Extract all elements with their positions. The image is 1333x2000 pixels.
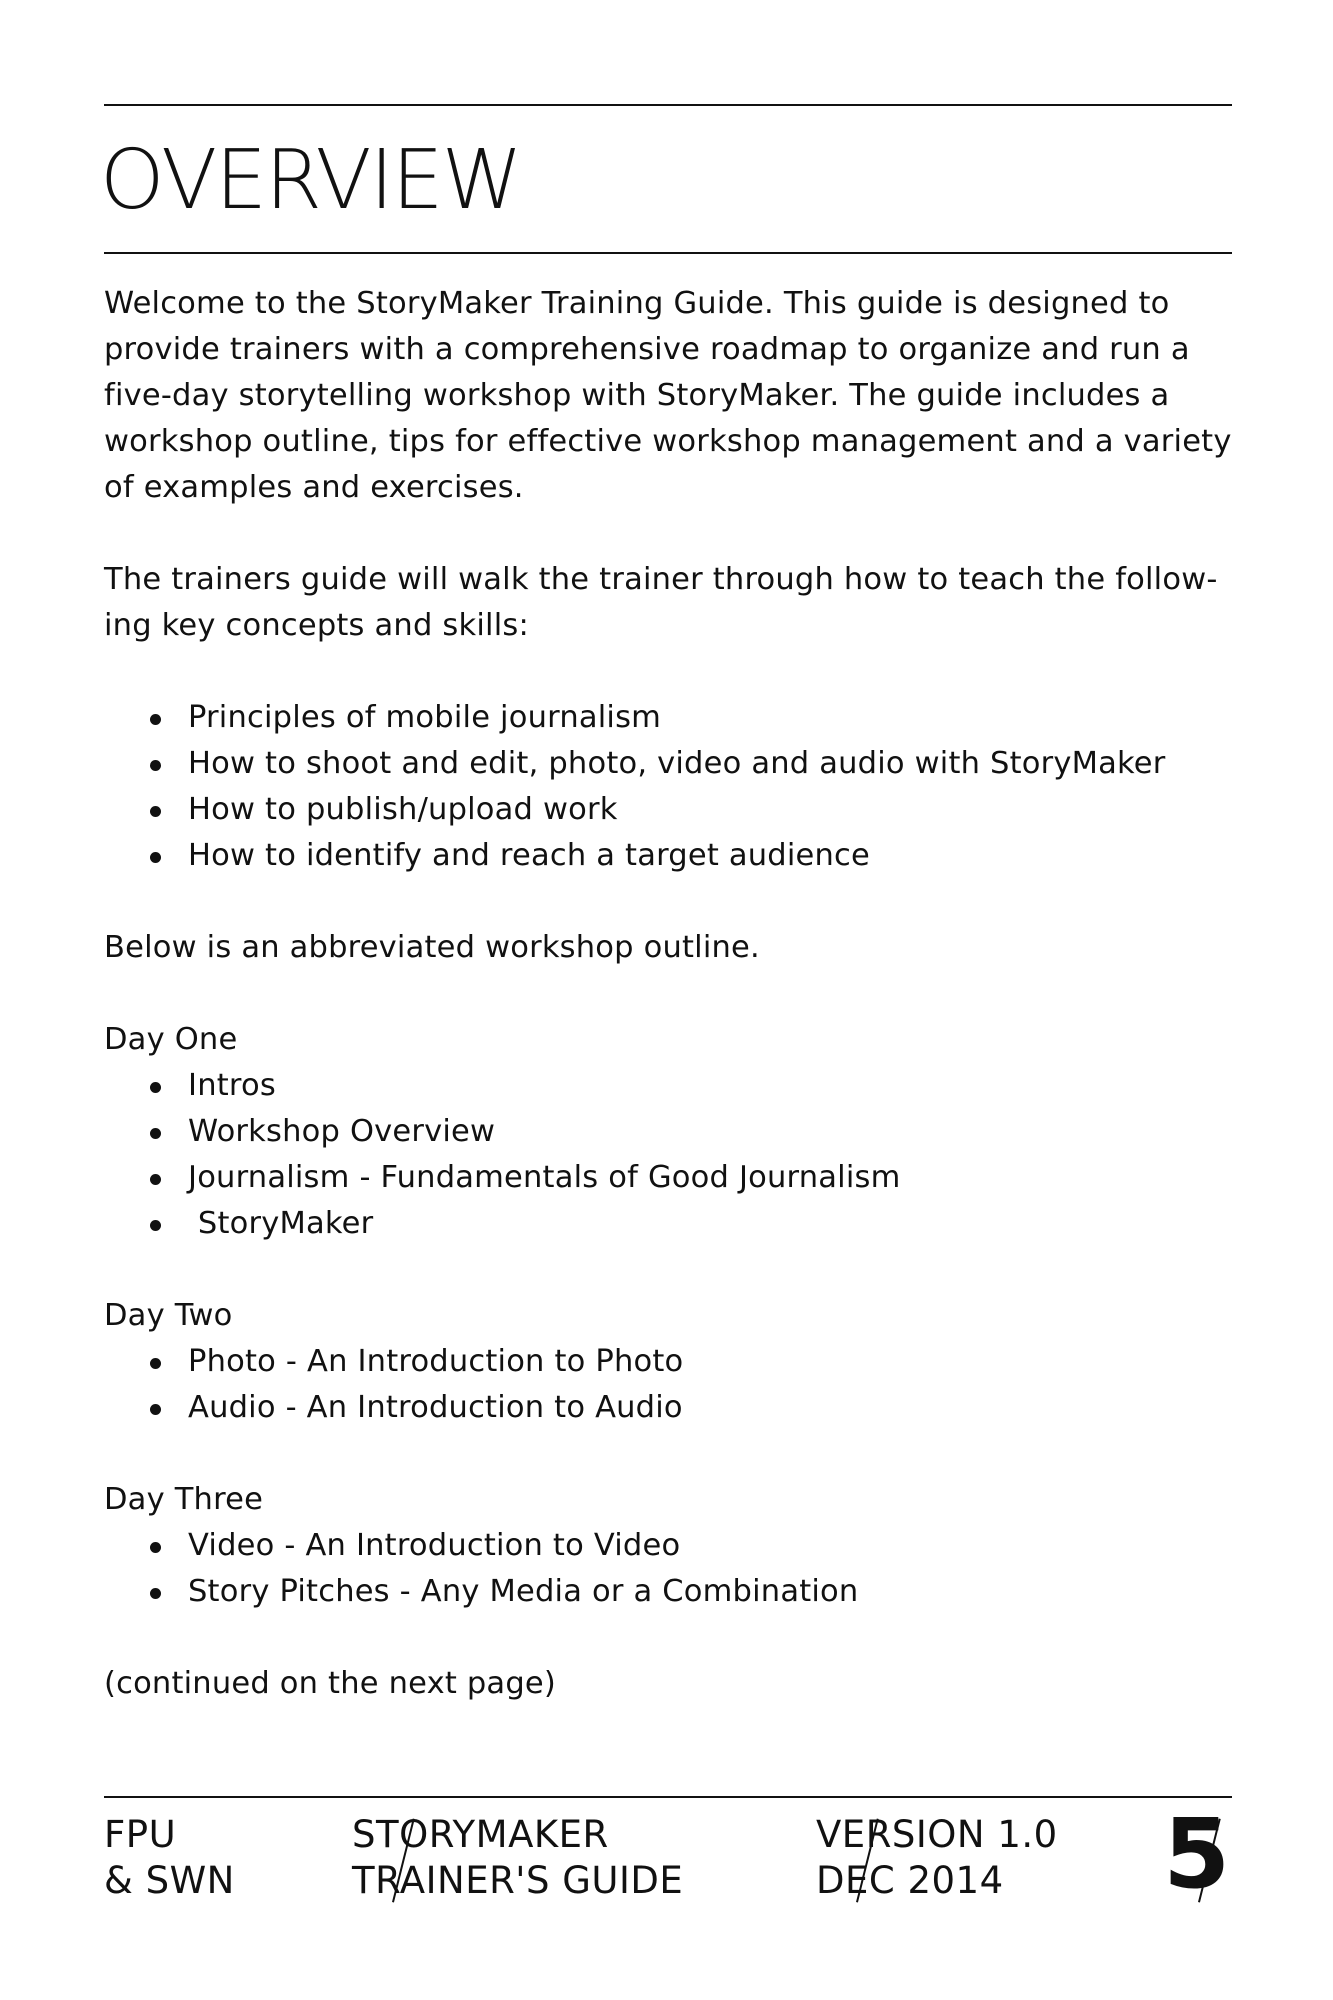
list-item: How to identify and reach a target audience (104, 833, 1232, 879)
outline-intro: Below is an abbreviated workshop outline. (104, 930, 760, 965)
body-content (104, 281, 1232, 1753)
skills-list (104, 695, 1232, 879)
footer-doc-title: STORYMAKER TRAINER'S GUIDE (352, 1813, 684, 1902)
list-item: Principles of mobile journalism (104, 695, 1232, 741)
day-two-heading: Day Two (104, 1298, 233, 1333)
list-item: Intros (104, 1063, 1232, 1109)
intro-paragraph: Welcome to the StoryMaker Training Guide. This guide is designed to provide trainers with a comprehensive roadmap to organize and run a five-day storytelling workshop with StoryMaker. The guide includes a workshop outline, tips for effective workshop management and a variety of examples and exercises. (104, 286, 1232, 505)
day-three-list (104, 1523, 1232, 1615)
page-footer (104, 1798, 1232, 1910)
list-item: Audio - An Introduction to Audio (104, 1385, 1232, 1431)
day-two-list (104, 1339, 1232, 1431)
continued-note: (continued on the next page) (104, 1666, 556, 1701)
list-item: Journalism - Fundamentals of Good Journalism (104, 1155, 1232, 1201)
document-page (100, 0, 1232, 2000)
footer-version: VERSION 1.0 DEC 2014 (816, 1813, 1058, 1902)
footer-org: FPU & SWN (104, 1813, 235, 1902)
skills-intro-paragraph: The trainers guide will walk the trainer through how to teach the follow-ing key concepts and skills: (104, 562, 1218, 643)
page-number: 5 (1163, 1798, 1230, 1910)
day-one-heading: Day One (104, 1022, 238, 1057)
title-rule (104, 252, 1232, 254)
list-item: How to shoot and edit, photo, video and audio with StoryMaker (104, 741, 1232, 787)
list-item: Story Pitches - Any Media or a Combination (104, 1569, 1232, 1615)
day-three-heading: Day Three (104, 1482, 264, 1517)
list-item: Workshop Overview (104, 1109, 1232, 1155)
list-item: How to publish/upload work (104, 787, 1232, 833)
day-one-list (104, 1063, 1232, 1247)
top-rule (104, 104, 1232, 106)
list-item: StoryMaker (104, 1201, 1232, 1247)
footer-rule (104, 1796, 1232, 1798)
list-item: Video - An Introduction to Video (104, 1523, 1232, 1569)
page-title: OVERVIEW (100, 133, 521, 228)
list-item: Photo - An Introduction to Photo (104, 1339, 1232, 1385)
